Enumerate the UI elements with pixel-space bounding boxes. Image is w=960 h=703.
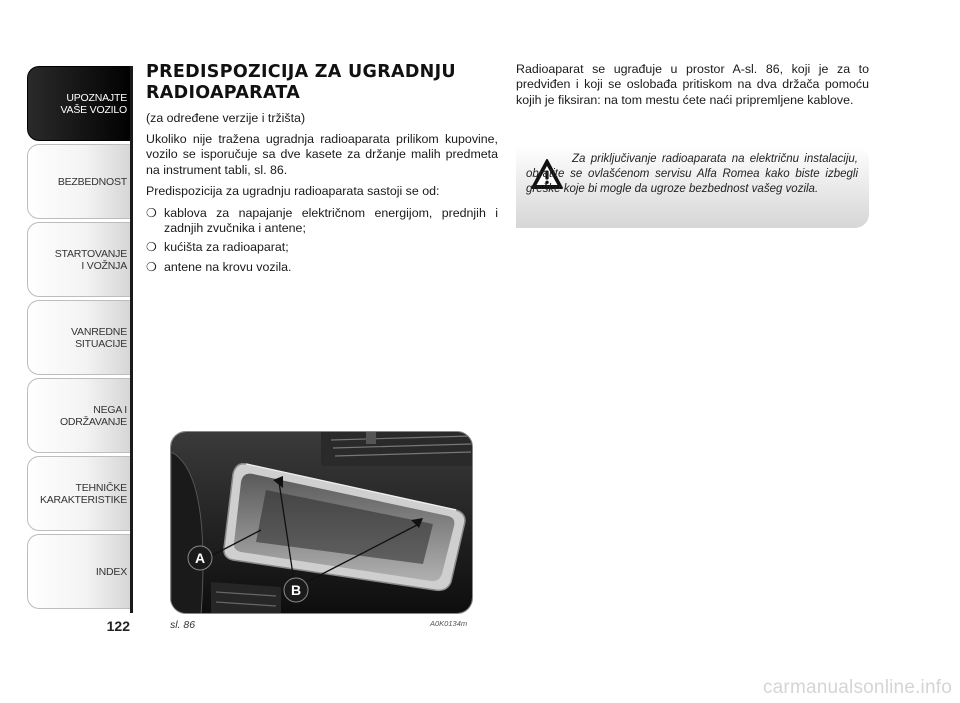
tab-nega-i-odrzavanje[interactable]: NEGA I ODRŽAVANJE [27, 378, 133, 453]
left-column [146, 62, 498, 279]
tab-index[interactable]: INDEX [27, 534, 133, 609]
tab-tehnicke-karakteristike[interactable]: TEHNIČKE KARAKTERISTIKE [27, 456, 133, 531]
callout-b-label: B [290, 582, 302, 598]
list-item: ❍ kućišta za radioaparat; [146, 240, 289, 255]
warning-text: Za priključivanje radioaparata na električnu instalaciju, obratite se ovlašćenom servisu Alfa Romea kako biste izbegli greške koje bi mogle da ugroze bezbednost vašeg vozila. [526, 153, 858, 195]
sidebar-edge-line [130, 66, 133, 613]
installation-paragraph: Radioaparat se ugrađuje u prostor A-sl. 86, koji je za to predviđen i koji se oslobađa pritiskom na dva držača pomoću kojih je fiksiran: na tom mestu ćete naći pripremljene kablove. [516, 62, 869, 107]
figure-radio-compartment [170, 431, 473, 614]
callout-a-label: A [194, 550, 206, 566]
figure-caption: sl. 86 [170, 619, 196, 631]
tab-startovanje-i-voznja[interactable]: STARTOVANJE I VOŽNJA [27, 222, 133, 297]
components-list [146, 206, 498, 276]
watermark: carmanualsonline.info [762, 677, 952, 698]
components-intro: Predispozicija za ugradnju radioaparata sastoji se od: [146, 184, 440, 199]
warning-box [516, 146, 869, 228]
bullet-circle-icon: ❍ [146, 259, 157, 274]
section-title: PREDISPOZICIJA ZA UGRADNJU RADIOAPARATA [146, 62, 456, 103]
list-item: ❍ antene na krovu vozila. [146, 259, 292, 274]
dashboard-illustration [171, 432, 473, 614]
section-subtitle: (za određene verzije i tržišta) [146, 111, 306, 125]
bullet-circle-icon: ❍ [146, 205, 157, 220]
tab-vanredne-situacije[interactable]: VANREDNE SITUACIJE [27, 300, 133, 375]
intro-paragraph: Ukoliko nije tražena ugradnja radioaparata prilikom kupovine, vozilo se isporučuje sa dve kasete za držanje malih predmeta na instrument tabli, sl. 86. [146, 132, 498, 177]
tab-upoznajte-vase-vozilo[interactable]: UPOZNAJTE VAŠE VOZILO [27, 66, 133, 141]
page-number: 122 [106, 618, 130, 634]
figure-code: A0K0134m [430, 619, 468, 628]
tab-bezbednost[interactable]: BEZBEDNOST [27, 144, 133, 219]
bullet-circle-icon: ❍ [146, 240, 157, 255]
list-item: ❍ kablova za napajanje električnom energijom, prednjih i zadnjih zvučnika i antene; [146, 205, 498, 236]
